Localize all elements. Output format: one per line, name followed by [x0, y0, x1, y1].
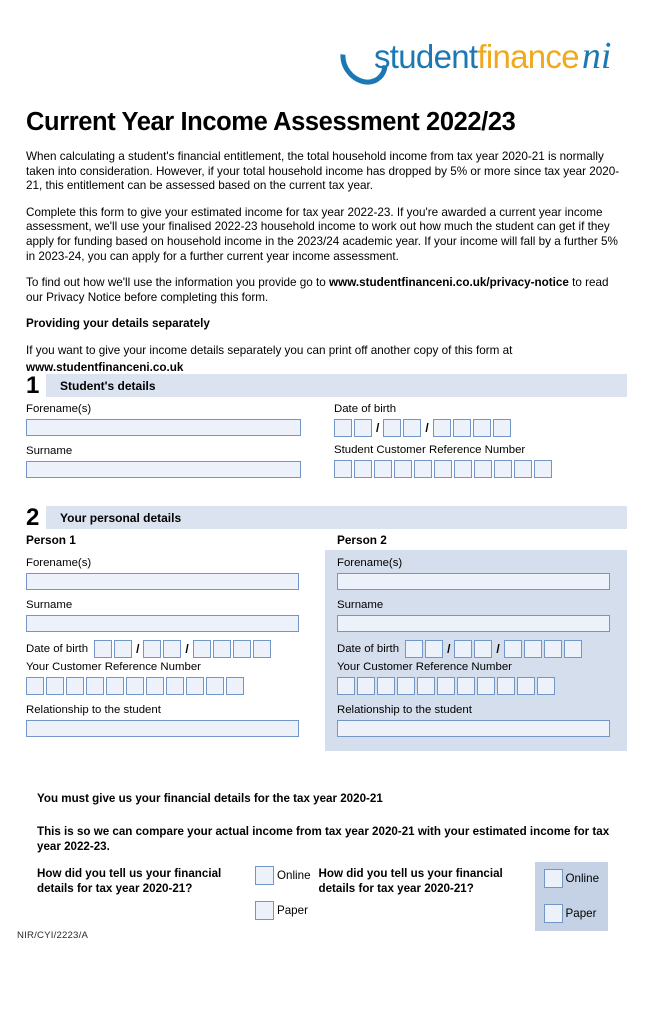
studentfinance-ni-logo: [338, 30, 628, 92]
section-2-body: [26, 533, 627, 751]
financial-note-line-2: This is so we can compare your actual income from tax year 2020-21 with your estimated income for tax year 2022-23.: [37, 825, 610, 853]
person-1-surname-input[interactable]: [26, 615, 299, 632]
studentfinanceni-url[interactable]: www.studentfinanceni.co.uk: [26, 360, 184, 374]
dob-day-cell[interactable]: [425, 640, 443, 658]
crn-cell[interactable]: [474, 460, 492, 478]
student-dob-label: Date of birth: [334, 403, 397, 415]
dob-day-cell[interactable]: [354, 419, 372, 437]
student-surname-label: Surname: [26, 445, 73, 457]
section-2-title-bar: [46, 506, 627, 529]
crn-cell[interactable]: [534, 460, 552, 478]
student-id-column: [334, 402, 624, 478]
crn-cell[interactable]: [226, 677, 244, 695]
dob-separator: /: [376, 421, 380, 435]
person-2-online-checkbox[interactable]: [544, 869, 563, 888]
person-2-crn-cells[interactable]: [337, 677, 615, 695]
person-1-method-options: [255, 866, 311, 931]
crn-cell[interactable]: [337, 677, 355, 695]
crn-cell[interactable]: [146, 677, 164, 695]
privacy-lead-text: To find out how we'll use the information you provide go to: [26, 276, 330, 290]
person-2-crn-label: Your Customer Reference Number: [337, 661, 512, 673]
crn-cell[interactable]: [537, 677, 555, 695]
logo-text-student: student: [374, 38, 478, 75]
crn-cell[interactable]: [477, 677, 495, 695]
form-reference-code: NIR/CYI/2223/A: [17, 930, 89, 941]
crn-cell[interactable]: [357, 677, 375, 695]
person-2-relationship-input[interactable]: [337, 720, 610, 737]
crn-cell[interactable]: [206, 677, 224, 695]
person-1-online-label: Online: [277, 868, 311, 882]
providing-separately-body: If you want to give your income details separately you can print off another copy of this form at: [26, 343, 513, 357]
person-2-surname-input[interactable]: [337, 615, 610, 632]
crn-cell[interactable]: [397, 677, 415, 695]
section-1-title: Student's details: [60, 378, 156, 393]
crn-cell[interactable]: [437, 677, 455, 695]
person-2-panel: [325, 533, 627, 751]
section-2-title: Your personal details: [60, 510, 182, 525]
person-2-paper-label: Paper: [565, 906, 597, 920]
person-1-crn-cells[interactable]: [26, 677, 304, 695]
financial-details-note: [37, 791, 627, 854]
dob-year-cell[interactable]: [433, 419, 451, 437]
person-1-online-checkbox[interactable]: [255, 866, 274, 885]
dob-month-cell[interactable]: [454, 640, 472, 658]
person-2-surname-label: Surname: [337, 599, 384, 611]
section-2-header: [26, 506, 627, 529]
crn-cell[interactable]: [354, 460, 372, 478]
financial-question-row: [37, 866, 637, 931]
crn-cell[interactable]: [414, 460, 432, 478]
dob-year-cell[interactable]: [453, 419, 471, 437]
person-2-relationship-label: Relationship to the student: [337, 704, 472, 716]
student-dob-cells[interactable]: [334, 419, 624, 437]
logo-text-finance: finance: [477, 38, 579, 75]
crn-cell[interactable]: [26, 677, 44, 695]
person-2-paper-option[interactable]: [544, 904, 600, 923]
person-1-crn-label: Your Customer Reference Number: [26, 661, 201, 673]
dob-year-cell[interactable]: [493, 419, 511, 437]
crn-cell[interactable]: [126, 677, 144, 695]
dob-year-cell[interactable]: [193, 640, 211, 658]
person-1-financial-question: How did you tell us your financial details for tax year 2020-21?: [37, 867, 222, 895]
crn-cell[interactable]: [86, 677, 104, 695]
logo-text-ni: ni: [581, 35, 612, 77]
intro-paragraph-1: When calculating a student's financial entitlement, the total household income from tax year 2020-21 is normally taken into consideration. However, if your total household income has dropped by 5% or more since tax year 2020-21, this entitlement can be assessed based on the current tax year.: [26, 150, 620, 193]
section-1-title-bar: [46, 374, 627, 397]
student-forenames-input[interactable]: [26, 419, 301, 436]
crn-cell[interactable]: [417, 677, 435, 695]
person-2-paper-checkbox[interactable]: [544, 904, 563, 923]
crn-cell[interactable]: [334, 460, 352, 478]
crn-cell[interactable]: [454, 460, 472, 478]
student-name-column: [26, 402, 316, 478]
dob-month-cell[interactable]: [474, 640, 492, 658]
person-1-title: Person 1: [26, 533, 76, 547]
person-1-panel: [26, 533, 316, 751]
person-1-surname-label: Surname: [26, 599, 73, 611]
dob-year-cell[interactable]: [213, 640, 231, 658]
dob-day-cell[interactable]: [114, 640, 132, 658]
person-2-online-option[interactable]: [544, 869, 600, 888]
privacy-tail-text: to read our Privacy Notice before completing this form.: [26, 276, 609, 304]
page-title: Current Year Income Assessment 2022/23: [26, 108, 516, 136]
person-2-forenames-label: Forename(s): [337, 557, 403, 569]
crn-cell[interactable]: [106, 677, 124, 695]
dob-year-cell[interactable]: [253, 640, 271, 658]
dob-separator: /: [447, 642, 451, 656]
crn-cell[interactable]: [457, 677, 475, 695]
crn-cell[interactable]: [497, 677, 515, 695]
intro-paragraph-3: [26, 276, 626, 305]
person-1-relationship-input[interactable]: [26, 720, 299, 737]
section-2-number: 2: [26, 504, 40, 531]
financial-note-line-1: You must give us your financial details for the tax year 2020-21: [37, 792, 383, 805]
person-1-online-option[interactable]: [255, 866, 311, 885]
crn-cell[interactable]: [66, 677, 84, 695]
person-2-dob-row[interactable]: [337, 640, 615, 658]
crn-cell[interactable]: [166, 677, 184, 695]
crn-cell[interactable]: [494, 460, 512, 478]
person-1-forenames-label: Forename(s): [26, 557, 92, 569]
person-2-title: Person 2: [325, 533, 627, 550]
person-2-online-label: Online: [565, 871, 600, 885]
dob-year-cell[interactable]: [524, 640, 542, 658]
dob-year-cell[interactable]: [544, 640, 562, 658]
person-2-financial-question-block: [319, 866, 609, 931]
dob-day-cell[interactable]: [94, 640, 112, 658]
student-forenames-label: Forename(s): [26, 403, 92, 415]
person-1-relationship-label: Relationship to the student: [26, 704, 161, 716]
student-surname-input[interactable]: [26, 461, 301, 478]
dob-year-cell[interactable]: [473, 419, 491, 437]
person-1-forenames-input[interactable]: [26, 573, 299, 590]
dob-separator: /: [496, 642, 500, 656]
dob-separator: /: [136, 642, 140, 656]
student-crn-label: Student Customer Reference Number: [334, 444, 526, 456]
person-2-dob-label: Date of birth: [337, 643, 400, 655]
person-1-paper-checkbox[interactable]: [255, 901, 274, 920]
section-1-number: 1: [26, 372, 40, 399]
privacy-notice-link[interactable]: www.studentfinanceni.co.uk/privacy-notice: [329, 276, 569, 290]
person-2-financial-question: How did you tell us your financial details for tax year 2020-21?: [318, 867, 503, 895]
person-2-forenames-input[interactable]: [337, 573, 610, 590]
dob-month-cell[interactable]: [403, 419, 421, 437]
crn-cell[interactable]: [434, 460, 452, 478]
person-1-financial-question-block: [37, 866, 311, 931]
person-1-paper-label: Paper: [277, 903, 308, 917]
person-1-dob-label: Date of birth: [26, 643, 89, 655]
dob-year-cell[interactable]: [504, 640, 522, 658]
dob-year-cell[interactable]: [233, 640, 251, 658]
dob-month-cell[interactable]: [383, 419, 401, 437]
person-1-dob-row[interactable]: [26, 640, 304, 658]
providing-separately-heading: Providing your details separately: [26, 317, 210, 331]
dob-month-cell[interactable]: [143, 640, 161, 658]
crn-cell[interactable]: [377, 677, 395, 695]
crn-cell[interactable]: [517, 677, 535, 695]
dob-month-cell[interactable]: [163, 640, 181, 658]
intro-paragraph-2: Complete this form to give your estimated income for tax year 2022-23. If you're awarded a current year income assessment, we'll use your finalised 2022-23 household income to work out how much the student can get if they apply for funding based on household income in the 2023/24 academic year. If your income will fall by a further 5% in 2023-24, you can apply for a further current year income assessment.: [26, 205, 618, 263]
person-2-method-options: [535, 862, 609, 931]
crn-cell[interactable]: [394, 460, 412, 478]
dob-separator: /: [185, 642, 189, 656]
section-1-body: [26, 402, 627, 478]
section-1-header: [26, 374, 627, 397]
dob-day-cell[interactable]: [405, 640, 423, 658]
crn-cell[interactable]: [374, 460, 392, 478]
student-crn-cells[interactable]: [334, 460, 624, 478]
crn-cell[interactable]: [514, 460, 532, 478]
dob-separator: /: [425, 421, 429, 435]
crn-cell[interactable]: [46, 677, 64, 695]
dob-day-cell[interactable]: [334, 419, 352, 437]
person-1-paper-option[interactable]: [255, 901, 311, 920]
logo-wordmark: [374, 35, 611, 78]
dob-year-cell[interactable]: [564, 640, 582, 658]
intro-text-block: [26, 150, 626, 387]
crn-cell[interactable]: [186, 677, 204, 695]
